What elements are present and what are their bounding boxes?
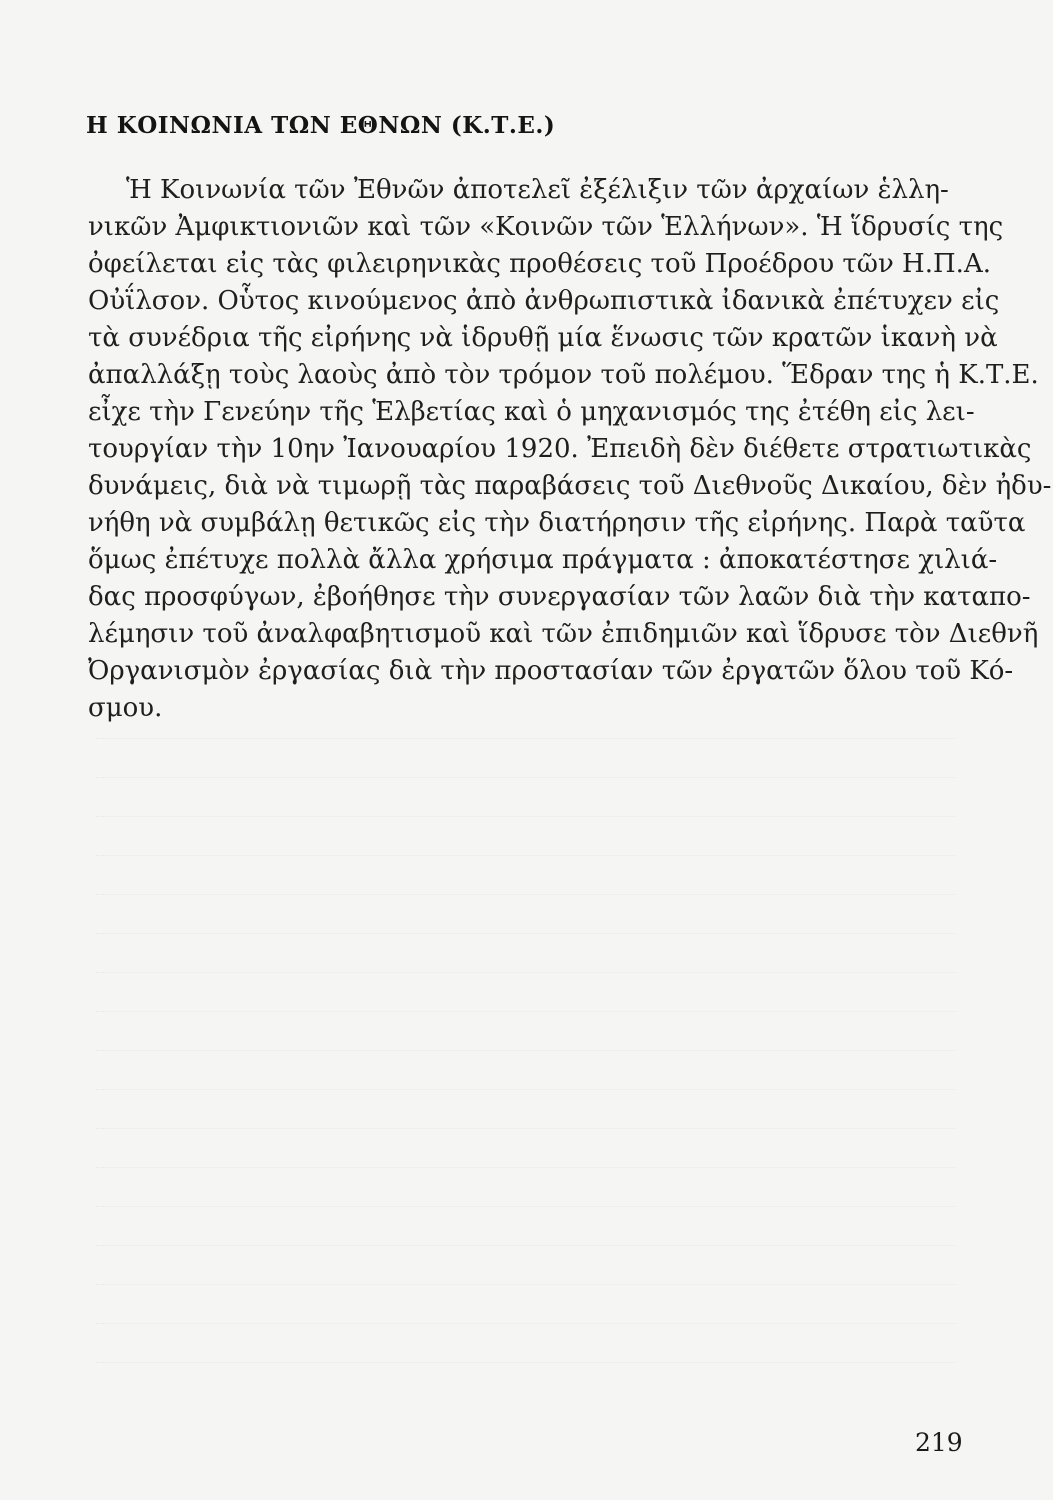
paragraph-line: τὰ συνέδρια τῆς εἰρήνης νὰ ἱδρυθῇ μία ἕνωσις τῶν κρατῶν ἱκανὴ νὰ	[88, 323, 998, 353]
paragraph	[88, 172, 1052, 727]
paragraph-line: δας προσφύγων, ἐβοήθησε τὴν συνεργασίαν τῶν λαῶν διὰ τὴν καταπο-	[88, 582, 1031, 612]
paragraph-line: ὅμως ἐπέτυχε πολλὰ ἄλλα χρήσιμα πράγματα : ἀποκατέστησε χιλιά-	[88, 545, 998, 575]
paragraph-line: τουργίαν τὴν 10ην Ἰανουαρίου 1920. Ἐπειδὴ δὲν διέθετε στρατιωτικὰς	[88, 434, 1032, 464]
paragraph-line: Οὐΐλσον. Οὗτος κινούμενος ἀπὸ ἀνθρωπιστικὰ ἰδανικὰ ἐπέτυχεν εἰς	[88, 286, 1000, 316]
paragraph-line: Ὀργανισμὸν ἐργασίας διὰ τὴν προστασίαν τῶν ἐργατῶν ὅλου τοῦ Κό-	[88, 656, 1014, 686]
paragraph-line: Ἡ Κοινωνία τῶν Ἐθνῶν ἀποτελεῖ ἐξέλιξιν τῶν ἀρχαίων ἑλλη-	[126, 175, 949, 205]
paragraph-line: λέμησιν τοῦ ἀναλφαβητισμοῦ καὶ τῶν ἐπιδημιῶν καὶ ἵδρυσε τὸν Διεθνῆ	[88, 619, 1039, 649]
paragraph-line: νικῶν Ἀμφικτιονιῶν καὶ τῶν «Κοινῶν τῶν Ἑλλήνων». Ἡ ἵδρυσίς της	[88, 212, 1004, 242]
paragraph-line: ἀπαλλάξῃ τοὺς λαοὺς ἀπὸ τὸν τρόμον τοῦ πολέμου. Ἕδραν της ἡ Κ.Τ.Ε.	[88, 360, 1039, 390]
paragraph-line: σμου.	[88, 693, 163, 723]
paragraph-line: νήθη νὰ συμβάλῃ θετικῶς εἰς τὴν διατήρησιν τῆς εἰρήνης. Παρὰ ταῦτα	[88, 508, 1026, 538]
section-heading: Η ΚΟΙΝΩΝΙΑ ΤΩΝ ΕΘΝΩΝ (Κ.Τ.Ε.)	[86, 112, 556, 139]
paragraph-line: ὀφείλεται εἰς τὰς φιλειρηνικὰς προθέσεις τοῦ Προέδρου τῶν Η.Π.Α.	[88, 249, 991, 279]
reverse-side-bleed-through	[96, 700, 956, 1363]
page-number: 219	[915, 1428, 963, 1457]
paragraph-line: δυνάμεις, διὰ νὰ τιμωρῇ τὰς παραβάσεις τοῦ Διεθνοῦς Δικαίου, δὲν ἠδυ-	[88, 471, 1052, 501]
paragraph-line: εἶχε τὴν Γενεύην τῆς Ἑλβετίας καὶ ὁ μηχανισμός της ἐτέθη εἰς λει-	[88, 397, 975, 427]
